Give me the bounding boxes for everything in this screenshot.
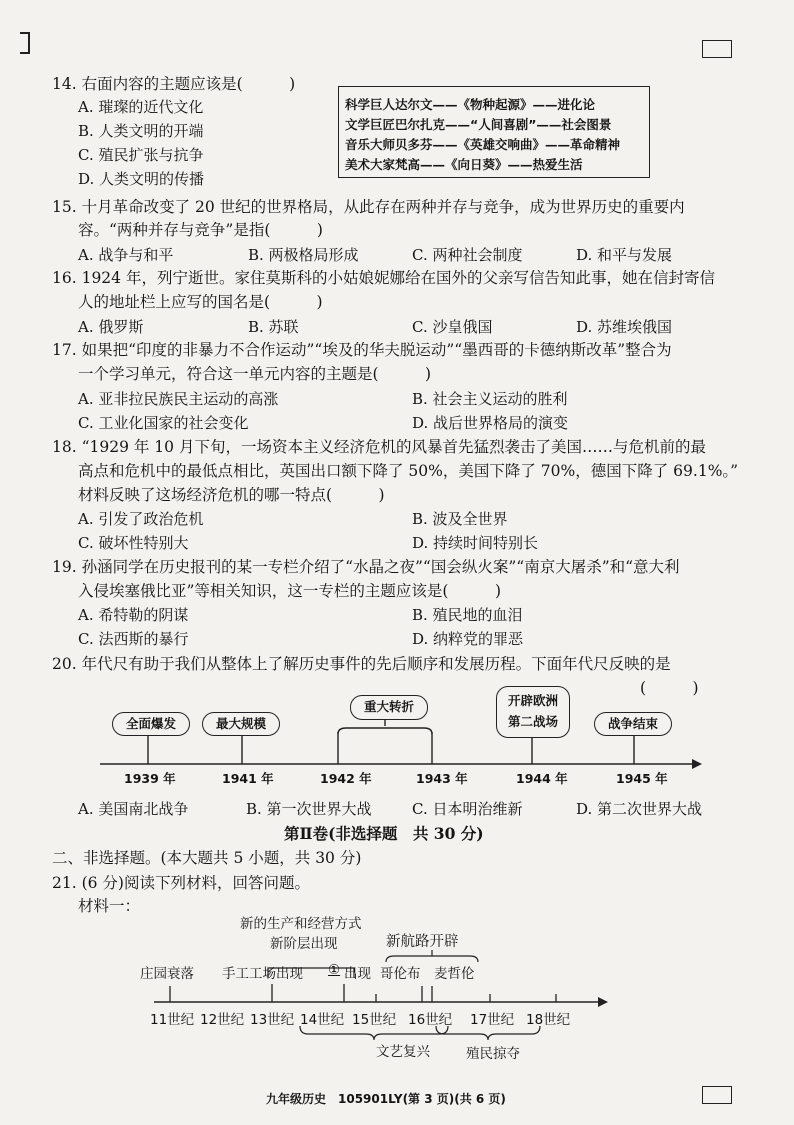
century-label-11: 11世纪 [150,1012,195,1028]
q14-box-line: 美术大家梵高——《向日葵》——热爱生活 [345,157,583,172]
q15-stem-line2: 容。“两种并存与竞争”是指( ) [78,221,323,239]
event-pill-1945 [594,712,672,736]
q17-option-b: B. 社会主义运动的胜利 [412,390,568,408]
q21-label-new-route: 新航路开辟 [386,934,459,950]
q14-box-line: 文学巨匠巴尔扎克——“人间喜剧”——社会图景 [345,117,612,132]
q20-answer-paren: ( ) [640,679,699,697]
q14-option-b: B. 人类文明的开端 [78,122,204,140]
q14-option-c: C. 殖民扩张与抗争 [78,146,204,164]
q21-label-new-class: 新阶层出现 [270,936,338,952]
q21-event-appear: 出现 [344,966,371,982]
q19-option-a: A. 希特勒的阴谋 [78,606,189,624]
event-label: 战争结束 [607,716,658,731]
event-label: 第二战场 [507,714,558,729]
event-pill-1942-1943 [350,695,428,720]
brace-renaissance [300,1026,448,1040]
event-label: 全面爆发 [125,716,176,731]
q20-option-c: C. 日本明治维新 [412,800,523,818]
q18-stem-line3: 材料反映了这场经济危机的哪一特点( ) [78,486,385,504]
timeline-arrow-head [692,759,702,769]
binding-bracket-mark [20,32,30,54]
century-label-18: 18世纪 [526,1012,571,1028]
q16-stem-line2: 人的地址栏上应写的国名是( ) [78,293,323,311]
q17-stem-line1: 17. 如果把“印度的非暴力不合作运动”“埃及的华夫脱运动”“墨西哥的卡德纳斯改革”整合为 [52,341,672,359]
q16-option-b: B. 苏联 [248,318,299,336]
event-pill-1941 [202,712,280,736]
year-label-1942: 1942 年 [320,771,372,786]
event-label: 重大转折 [363,699,414,714]
event-label: 开辟欧洲 [507,693,558,708]
q15-stem-line1: 15. 十月革命改变了 20 世纪的世界格局，从此存在两种并存与竞争，成为世界历史的重要内 [52,198,685,216]
q18-option-a: A. 引发了政治危机 [78,510,204,528]
q14-option-a: A. 璀璨的近代文化 [78,98,204,116]
century-label-14: 14世纪 [300,1012,345,1028]
q21-label-renaissance: 文艺复兴 [376,1044,430,1060]
q21-event-columbus: 哥伦布 [380,966,421,982]
year-label-1944: 1944 年 [516,771,568,786]
q16-option-a: A. 俄罗斯 [78,318,144,336]
corner-box-bottom [702,1086,732,1104]
q18-stem-line1: 18. “1929 年 10 月下旬，一场资本主义经济危机的风暴首先猛烈袭击了美国……与危机前的最 [52,438,706,456]
q19-option-c: C. 法西斯的暴行 [78,630,189,648]
q17-stem-line2: 一个学习单元，符合这一单元内容的主题是( ) [78,365,432,383]
q17-option-c: C. 工业化国家的社会变化 [78,414,249,432]
q21-event-manor-decline: 庄园衰落 [140,966,194,982]
q14-stem: 14. 右面内容的主题应该是( ) [52,75,296,93]
year-label-1941: 1941 年 [222,771,274,786]
q21-stem: 21. (6 分)阅读下列材料，回答问题。 [52,874,310,892]
event-pill-1944 [496,686,570,738]
page-footer: 九年级历史 105901LY(第 3 页)(共 6 页) [266,1092,506,1106]
q15-option-d: D. 和平与发展 [576,246,673,264]
q21-label-colonial-plunder: 殖民掠夺 [466,1046,520,1062]
q15-option-c: C. 两种社会制度 [412,246,523,264]
q18-option-d: D. 持续时间特别长 [412,534,539,552]
q21-event-workshop: 手工工场出现 [222,966,303,982]
q21-arrow-head [598,997,608,1007]
q20-option-b: B. 第一次世界大战 [246,800,372,818]
q19-stem-line1: 19. 孙涵同学在历史报刊的某一专栏介绍了“水晶之夜”“国会纵火案”“南京大屠杀”和“意大利 [52,558,680,576]
century-label-15: 15世纪 [352,1012,397,1028]
q18-option-c: C. 破坏性特别大 [78,534,189,552]
q20-stem-line1: 20. 年代尺有助于我们从整体上了解历史事件的先后顺序和发展历程。下面年代尺反映的是 [52,655,671,673]
volume-2-title: 第Ⅱ卷(非选择题 共 30 分) [284,824,484,843]
year-label-1943: 1943 年 [416,771,468,786]
q21-label-new-production: 新的生产和经营方式 [240,916,362,932]
q18-stem-line2: 高点和危机中的最低点相比，英国出口额下降了 50%，美国下降了 70%，德国下降了 69.1%。” [78,462,739,480]
brace-1942-1943 [338,728,432,734]
q19-option-d: D. 纳粹党的罪恶 [412,630,524,648]
century-label-16: 16世纪 [408,1012,453,1028]
q18-option-b: B. 波及全世界 [412,510,508,528]
century-label-17: 17世纪 [470,1012,515,1028]
event-label: 最大规模 [215,716,266,731]
q21-event-magellan: 麦哲伦 [434,966,475,982]
century-label-12: 12世纪 [200,1012,245,1028]
q16-option-d: D. 苏维埃俄国 [576,318,673,336]
century-label-13: 13世纪 [250,1012,295,1028]
q16-option-c: C. 沙皇俄国 [412,318,493,336]
q14-box-line: 科学巨人达尔文——《物种起源》——进化论 [345,97,596,112]
q14-option-d: D. 人类文明的传播 [78,170,205,188]
event-pill-1939 [112,712,190,736]
corner-box-top [702,40,732,58]
q14-box-line: 音乐大师贝多芬——《英雄交响曲》——革命精神 [345,137,621,152]
material-1-label: 材料一： [78,897,141,915]
q21-blank-circle-1: ① [328,962,341,978]
q16-stem-line1: 16. 1924 年，列宁逝世。家住莫斯科的小姑娘妮娜给在国外的父亲写信告知此事，她在信封寄信 [52,269,715,287]
q19-option-b: B. 殖民地的血泪 [412,606,523,624]
q17-option-a: A. 亚非拉民族民主运动的高涨 [78,390,279,408]
q14-material-box [338,86,650,178]
section-2-heading: 二、非选择题。(本大题共 5 小题，共 30 分) [52,849,362,867]
q19-stem-line2: 入侵埃塞俄比亚”等相关知识，这一专栏的主题应该是( ) [78,582,502,600]
brace-colonial [436,1026,540,1040]
year-label-1945: 1945 年 [616,771,668,786]
year-label-1939: 1939 年 [124,771,176,786]
q15-option-a: A. 战争与和平 [78,246,174,264]
q20-option-d: D. 第二次世界大战 [576,800,703,818]
q20-option-a: A. 美国南北战争 [78,800,189,818]
q15-option-b: B. 两极格局形成 [248,246,359,264]
q17-option-d: D. 战后世界格局的演变 [412,414,569,432]
